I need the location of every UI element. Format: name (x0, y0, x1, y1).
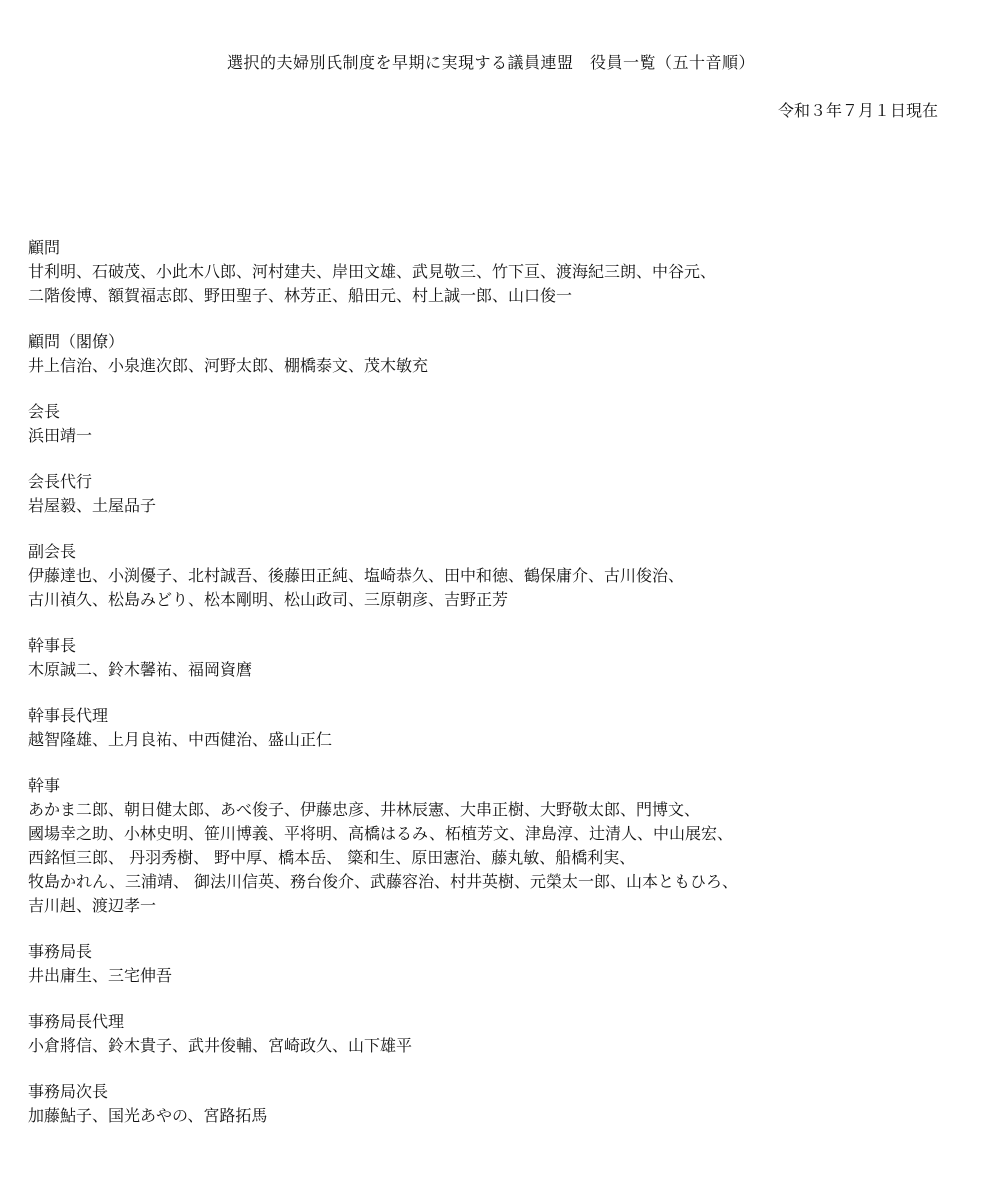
section-heading: 顧問 (28, 238, 61, 257)
section-heading: 副会長 (28, 542, 77, 561)
section-heading: 会長代行 (28, 472, 93, 491)
name-list-line: 牧島かれん、三浦靖、 御法川信英、務台俊介、武藤容治、村井英樹、元榮太一郎、山本ともひろ、 (28, 872, 739, 891)
section-deputy-secretary-general (28, 704, 948, 752)
name-list-line: 岩屋毅、土屋品子 (28, 496, 157, 515)
section-heading: 幹事長代理 (28, 706, 109, 725)
name-list-line: 小倉將信、鈴木貴子、武井俊輔、宮崎政久、山下雄平 (28, 1036, 413, 1055)
document-title: 選択的夫婦別氏制度を早期に実現する議員連盟 役員一覧（五十音順） (226, 53, 755, 72)
section-heading: 事務局長代理 (28, 1012, 125, 1031)
name-list-line: 古川禎久、松島みどり、松本剛明、松山政司、三原朝彦、吉野正芳 (28, 590, 509, 609)
document-date: 令和３年７月１日現在 (777, 101, 938, 120)
section-vice-chairs (28, 540, 948, 612)
section-chair (28, 400, 948, 448)
name-list-line: 甘利明、石破茂、小此木八郎、河村建夫、岸田文雄、武見敬三、竹下亘、渡海紀三朗、中谷元、 (28, 262, 717, 281)
name-list-line: 井上信治、小泉進次郎、河野太郎、棚橋泰文、茂木敏充 (28, 356, 429, 375)
section-acting-chair (28, 470, 948, 518)
name-list-line: 加藤鮎子、国光あやの、宮路拓馬 (28, 1106, 268, 1125)
section-heading: 事務局長 (28, 942, 93, 961)
name-list-line: 浜田靖一 (28, 426, 93, 445)
name-list-line: 吉川赳、渡辺孝一 (28, 896, 157, 915)
section-heading: 幹事 (28, 776, 61, 795)
name-list-line: 越智隆雄、上月良祐、中西健治、盛山正仁 (28, 730, 333, 749)
section-heading: 事務局次長 (28, 1082, 109, 1101)
section-office-director (28, 940, 948, 988)
section-advisors-cabinet (28, 330, 948, 378)
section-heading: 幹事長 (28, 636, 77, 655)
section-heading: 会長 (28, 402, 61, 421)
section-secretaries (28, 774, 948, 918)
name-list-line: 伊藤達也、小渕優子、北村誠吾、後藤田正純、塩崎恭久、田中和徳、鶴保庸介、古川俊治、 (28, 566, 685, 585)
section-acting-office-director (28, 1010, 948, 1058)
section-advisors (28, 236, 948, 308)
name-list-line: 西銘恒三郎、 丹羽秀樹、 野中厚、橋本岳、 簗和生、原田憲治、藤丸敏、船橋利実、 (28, 848, 636, 867)
section-deputy-office-director (28, 1080, 948, 1128)
name-list-line: 二階俊博、額賀福志郎、野田聖子、林芳正、船田元、村上誠一郎、山口俊一 (28, 286, 573, 305)
section-secretary-general (28, 634, 948, 682)
name-list-line: あかま二郎、朝日健太郎、あべ俊子、伊藤忠彦、井林辰憲、大串正樹、大野敬太郎、門博文、 (28, 800, 701, 819)
name-list-line: 井出庸生、三宅伸吾 (28, 966, 173, 985)
name-list-line: 木原誠二、鈴木馨祐、福岡資麿 (28, 660, 253, 679)
section-heading: 顧問（閣僚） (28, 332, 125, 351)
officer-sections (28, 236, 948, 1150)
name-list-line: 國場幸之助、小林史明、笹川博義、平将明、高橋はるみ、柘植芳文、津島淳、辻清人、中山展宏、 (28, 824, 733, 843)
